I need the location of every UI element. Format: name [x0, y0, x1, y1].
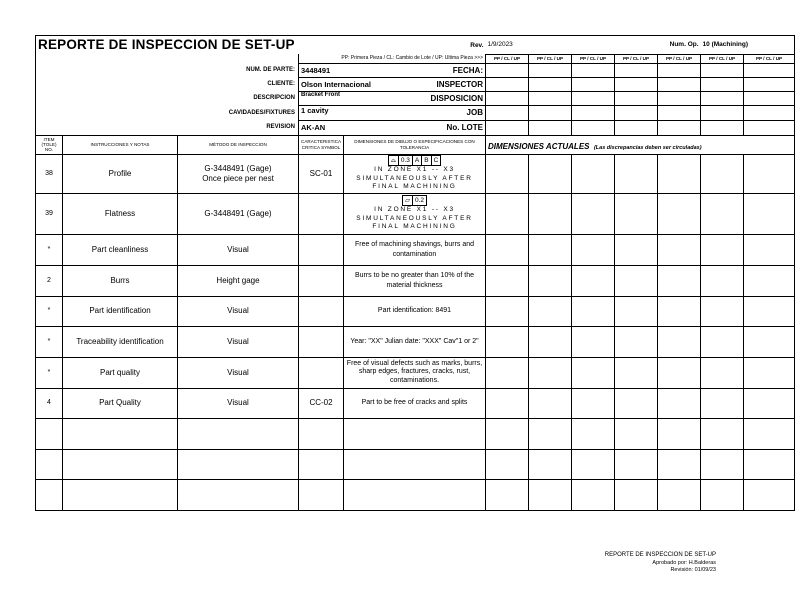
dimension: Free of machining shavings, burrs and contamination [344, 234, 486, 265]
characteristic [299, 193, 344, 234]
actual-cell[interactable] [615, 388, 658, 418]
actual-cell[interactable] [572, 388, 615, 418]
empty-cell[interactable] [529, 479, 572, 510]
actual-cell[interactable] [658, 234, 701, 265]
empty-cell[interactable] [178, 418, 299, 449]
disposicion-cell-7[interactable] [744, 91, 795, 105]
table-row [36, 296, 795, 326]
empty-cell[interactable] [486, 449, 529, 479]
empty-cell[interactable] [615, 479, 658, 510]
empty-cell[interactable] [63, 449, 178, 479]
job-cell-5[interactable] [658, 105, 701, 120]
item-number: 4 [36, 388, 63, 418]
actual-cell[interactable] [486, 234, 529, 265]
inspector-cell-2[interactable] [529, 77, 572, 91]
job-label: JOB [344, 105, 486, 120]
actual-cell[interactable] [658, 296, 701, 326]
item-number: * [36, 296, 63, 326]
actual-cell[interactable] [486, 193, 529, 234]
pp-col-7: PP / CL / UP [744, 54, 795, 63]
actual-dimensions-header [486, 135, 795, 154]
characteristic [299, 265, 344, 296]
inspector-cell-6[interactable] [701, 77, 744, 91]
actual-cell[interactable] [701, 154, 744, 193]
lote-cell-1[interactable] [486, 120, 529, 135]
empty-cell[interactable] [486, 418, 529, 449]
fecha-label: FECHA: [344, 63, 486, 77]
inspector-cell-3[interactable] [572, 77, 615, 91]
actual-cell[interactable] [701, 326, 744, 357]
empty-cell[interactable] [529, 418, 572, 449]
op-label: Num. Op. [572, 36, 701, 55]
fcf-datum-b: B [422, 156, 431, 165]
job-cell-3[interactable] [572, 105, 615, 120]
lote-cell-5[interactable] [658, 120, 701, 135]
actual-cell[interactable] [529, 265, 572, 296]
op-value: 10 (Machining) [701, 36, 795, 55]
flatness-symbol-icon: ▱ [403, 196, 413, 205]
empty-cell[interactable] [63, 418, 178, 449]
actual-cell[interactable] [658, 265, 701, 296]
actual-dimensions-title: DIMENSIONES ACTUALES [488, 141, 590, 151]
revision-value[interactable]: AK-AN [299, 120, 344, 135]
item-number: 38 [36, 154, 63, 193]
empty-cell[interactable] [658, 418, 701, 449]
col-characteristic-header: CARACTERISTICA CRITICA SYMBOL [299, 135, 344, 154]
characteristic: CC-02 [299, 388, 344, 418]
dimension: Part to be free of cracks and splits [344, 388, 486, 418]
characteristic [299, 326, 344, 357]
empty-cell[interactable] [572, 449, 615, 479]
rev-value: 1/9/2023 [486, 36, 572, 55]
actual-cell[interactable] [744, 265, 795, 296]
pp-col-5: PP / CL / UP [658, 54, 701, 63]
job-cell-6[interactable] [701, 105, 744, 120]
actual-cell[interactable] [615, 193, 658, 234]
actual-cell[interactable] [529, 193, 572, 234]
empty-cell[interactable] [299, 479, 344, 510]
fcf-datum-c: C [433, 157, 439, 165]
actual-cell[interactable] [529, 154, 572, 193]
actual-cell[interactable] [486, 265, 529, 296]
empty-cell[interactable] [344, 418, 486, 449]
fecha-cell-4[interactable] [615, 63, 658, 77]
actual-cell[interactable] [572, 326, 615, 357]
page-title: REPORTE DE INSPECCION DE SET-UP [38, 37, 295, 52]
description-value[interactable]: Bracket Front [299, 91, 344, 105]
fcf-tolerance: 0.3 [399, 156, 413, 165]
actual-cell[interactable] [615, 296, 658, 326]
profile-symbol-icon: ⌓ [389, 156, 399, 165]
actual-cell[interactable] [615, 265, 658, 296]
job-cell-4[interactable] [615, 105, 658, 120]
actual-cell[interactable] [744, 296, 795, 326]
dimension: Year: "XX" Julian date: "XXX" Cav"1 or 2" [344, 326, 486, 357]
dimension: Burrs to be no greater than 10% of the material thickness [344, 265, 486, 296]
empty-cell[interactable] [529, 449, 572, 479]
instruction: Flatness [63, 193, 178, 234]
actual-cell[interactable] [529, 388, 572, 418]
rev-label: Rev. [344, 36, 486, 55]
empty-cell[interactable] [744, 418, 795, 449]
empty-cell[interactable] [701, 449, 744, 479]
fcf-tolerance: 0.2 [414, 197, 425, 205]
empty-row [36, 479, 795, 510]
characteristic [299, 234, 344, 265]
empty-row [36, 449, 795, 479]
empty-cell[interactable] [178, 449, 299, 479]
instruction: Part Quality [63, 388, 178, 418]
method: Visual [178, 234, 299, 265]
actual-cell[interactable] [658, 357, 701, 388]
cavities-label: CAVIDADES/FIXTURES [36, 105, 299, 120]
actual-cell[interactable] [615, 234, 658, 265]
disposicion-cell-2[interactable] [529, 91, 572, 105]
empty-cell[interactable] [36, 418, 63, 449]
footer-title: REPORTE DE INSPECCION DE SET-UP [604, 552, 716, 558]
instruction: Burrs [63, 265, 178, 296]
form-table [35, 35, 795, 511]
fecha-cell-3[interactable] [572, 63, 615, 77]
method: Height gage [178, 265, 299, 296]
part-number-value[interactable]: 3448491 [299, 63, 344, 77]
actual-cell[interactable] [615, 357, 658, 388]
empty-cell[interactable] [615, 418, 658, 449]
pp-col-6: PP / CL / UP [701, 54, 744, 63]
method-note: Once piece per nest [202, 173, 274, 183]
pp-col-2: PP / CL / UP [529, 54, 572, 63]
actual-cell[interactable] [486, 357, 529, 388]
table-row [36, 193, 795, 234]
dim-line-2: SIMULTANEOUSLY AFTER [356, 174, 473, 182]
lote-cell-2[interactable] [529, 120, 572, 135]
inspector-cell-7[interactable] [744, 77, 795, 91]
lote-cell-6[interactable] [701, 120, 744, 135]
pp-col-3: PP / CL / UP [572, 54, 615, 63]
job-cell-2[interactable] [529, 105, 572, 120]
actual-cell[interactable] [529, 234, 572, 265]
empty-cell[interactable] [572, 479, 615, 510]
characteristic: SC-01 [299, 154, 344, 193]
inspector-cell-1[interactable] [486, 77, 529, 91]
item-number: * [36, 326, 63, 357]
empty-cell[interactable] [36, 449, 63, 479]
dimension: Free of visual defects such as marks, burrs, sharp edges, fractures, cracks, rust, contaminations. [344, 357, 486, 388]
empty-cell[interactable] [299, 449, 344, 479]
inspection-form [35, 35, 783, 511]
instruction: Part identification [63, 296, 178, 326]
lote-cell-3[interactable] [572, 120, 615, 135]
actual-cell[interactable] [572, 234, 615, 265]
col-dimension-header: DIMENSIONES DE DIBUJO O ESPECIFICACIONES CON TOLERANCIA [344, 135, 486, 154]
empty-cell[interactable] [486, 479, 529, 510]
actual-cell[interactable] [658, 388, 701, 418]
disposicion-label: DISPOSICION [344, 91, 486, 105]
table-row [36, 234, 795, 265]
table-row [36, 326, 795, 357]
part-number-label: NUM. DE PARTE: [36, 63, 299, 77]
method: Visual [178, 357, 299, 388]
inspector-cell-5[interactable] [658, 77, 701, 91]
title-cell [36, 36, 344, 55]
lote-cell-4[interactable] [615, 120, 658, 135]
pp-col-1: PP / CL / UP [486, 54, 529, 63]
empty-cell[interactable] [658, 449, 701, 479]
flatness-fcf [402, 195, 427, 206]
table-row [36, 388, 795, 418]
col-item-header: ITEM (TOLE) NO. [36, 135, 63, 154]
actual-cell[interactable] [572, 296, 615, 326]
profile-fcf [388, 155, 442, 166]
actual-cell[interactable] [486, 154, 529, 193]
dim-line-2: SIMULTANEOUSLY AFTER [356, 214, 473, 222]
characteristic [299, 357, 344, 388]
actual-cell[interactable] [615, 154, 658, 193]
job-cell-1[interactable] [486, 105, 529, 120]
instruction: Traceability identification [63, 326, 178, 357]
dim-line-1: IN ZONE X1 -- X3 [374, 206, 455, 214]
footer-revision: Revisión: 01/09/23 [670, 566, 716, 573]
lote-cell-7[interactable] [744, 120, 795, 135]
actual-cell[interactable] [572, 265, 615, 296]
actual-cell[interactable] [701, 193, 744, 234]
actual-cell[interactable] [529, 296, 572, 326]
fecha-cell-1[interactable] [486, 63, 529, 77]
empty-cell[interactable] [178, 479, 299, 510]
empty-cell[interactable] [299, 418, 344, 449]
actual-dimensions-note: (Las discrepancias deben ser circuladas) [593, 144, 702, 151]
actual-cell[interactable] [744, 357, 795, 388]
footer-approved: Aprobado por: H.Balderas [652, 559, 716, 566]
method: G-3448491 (Gage) [178, 193, 299, 234]
disposicion-cell-1[interactable] [486, 91, 529, 105]
method: Visual [178, 296, 299, 326]
pp-legend: PP: Primera Pieza / CL: Cambio de Lote / UP: Ultima Pieza >>> [299, 54, 486, 63]
table-row [36, 154, 795, 193]
dim-line-3: FINAL MACHINING [372, 223, 457, 231]
revision-label: REVISION [36, 120, 299, 135]
dim-line-1: IN ZONE X1 -- X3 [374, 166, 455, 174]
footer [605, 552, 716, 574]
dimension: Part identification: 8491 [344, 296, 486, 326]
empty-cell[interactable] [744, 479, 795, 510]
dimension-cell [344, 154, 486, 193]
fecha-cell-7[interactable] [744, 63, 795, 77]
disposicion-cell-6[interactable] [701, 91, 744, 105]
cavities-value[interactable]: 1 cavity [299, 105, 344, 120]
item-number: 39 [36, 193, 63, 234]
empty-cell[interactable] [701, 479, 744, 510]
empty-cell[interactable] [344, 479, 486, 510]
method: Visual [178, 326, 299, 357]
empty-cell[interactable] [701, 418, 744, 449]
actual-cell[interactable] [572, 193, 615, 234]
method-cell [178, 154, 299, 193]
instruction: Part quality [63, 357, 178, 388]
fecha-cell-5[interactable] [658, 63, 701, 77]
client-value[interactable]: Olson Internacional [299, 77, 344, 91]
fecha-cell-6[interactable] [701, 63, 744, 77]
col-instructions-header: INSTRUCCIONES Y NOTAS [63, 135, 178, 154]
actual-cell[interactable] [658, 193, 701, 234]
actual-cell[interactable] [486, 326, 529, 357]
actual-cell[interactable] [572, 154, 615, 193]
actual-cell[interactable] [701, 357, 744, 388]
method: Visual [178, 388, 299, 418]
empty-row [36, 418, 795, 449]
table-row [36, 265, 795, 296]
disposicion-cell-4[interactable] [615, 91, 658, 105]
actual-cell[interactable] [701, 388, 744, 418]
disposicion-cell-5[interactable] [658, 91, 701, 105]
fecha-cell-2[interactable] [529, 63, 572, 77]
actual-cell[interactable] [701, 234, 744, 265]
description-label: DESCRIPCION [36, 91, 299, 105]
item-number: 2 [36, 265, 63, 296]
instruction: Profile [63, 154, 178, 193]
disposicion-cell-3[interactable] [572, 91, 615, 105]
actual-cell[interactable] [529, 357, 572, 388]
lote-label: No. LOTE [344, 120, 486, 135]
item-number: * [36, 234, 63, 265]
actual-cell[interactable] [701, 265, 744, 296]
actual-cell[interactable] [701, 296, 744, 326]
actual-cell[interactable] [744, 154, 795, 193]
item-number: * [36, 357, 63, 388]
actual-cell[interactable] [658, 326, 701, 357]
empty-cell[interactable] [658, 479, 701, 510]
col-method-header: MÉTODO DE INSPECCION [178, 135, 299, 154]
empty-cell[interactable] [744, 449, 795, 479]
actual-cell[interactable] [486, 388, 529, 418]
inspector-cell-4[interactable] [615, 77, 658, 91]
actual-cell[interactable] [744, 193, 795, 234]
empty-cell[interactable] [344, 449, 486, 479]
characteristic [299, 296, 344, 326]
empty-cell[interactable] [615, 449, 658, 479]
dimension-cell [344, 193, 486, 234]
actual-cell[interactable] [615, 326, 658, 357]
table-row [36, 357, 795, 388]
pp-col-4: PP / CL / UP [615, 54, 658, 63]
client-label: CLIENTE: [36, 77, 299, 91]
actual-cell[interactable] [529, 326, 572, 357]
method: G-3448491 (Gage) [204, 163, 272, 173]
fcf-datum-a: A [413, 156, 422, 165]
empty-cell[interactable] [36, 479, 63, 510]
actual-cell[interactable] [486, 296, 529, 326]
instruction: Part cleanliness [63, 234, 178, 265]
dim-line-3: FINAL MACHINING [372, 183, 457, 191]
inspector-label: INSPECTOR [344, 77, 486, 91]
empty-cell[interactable] [63, 479, 178, 510]
actual-cell[interactable] [572, 357, 615, 388]
actual-cell[interactable] [744, 234, 795, 265]
actual-cell[interactable] [658, 154, 701, 193]
empty-cell[interactable] [572, 418, 615, 449]
actual-cell[interactable] [744, 326, 795, 357]
actual-cell[interactable] [744, 388, 795, 418]
job-cell-7[interactable] [744, 105, 795, 120]
